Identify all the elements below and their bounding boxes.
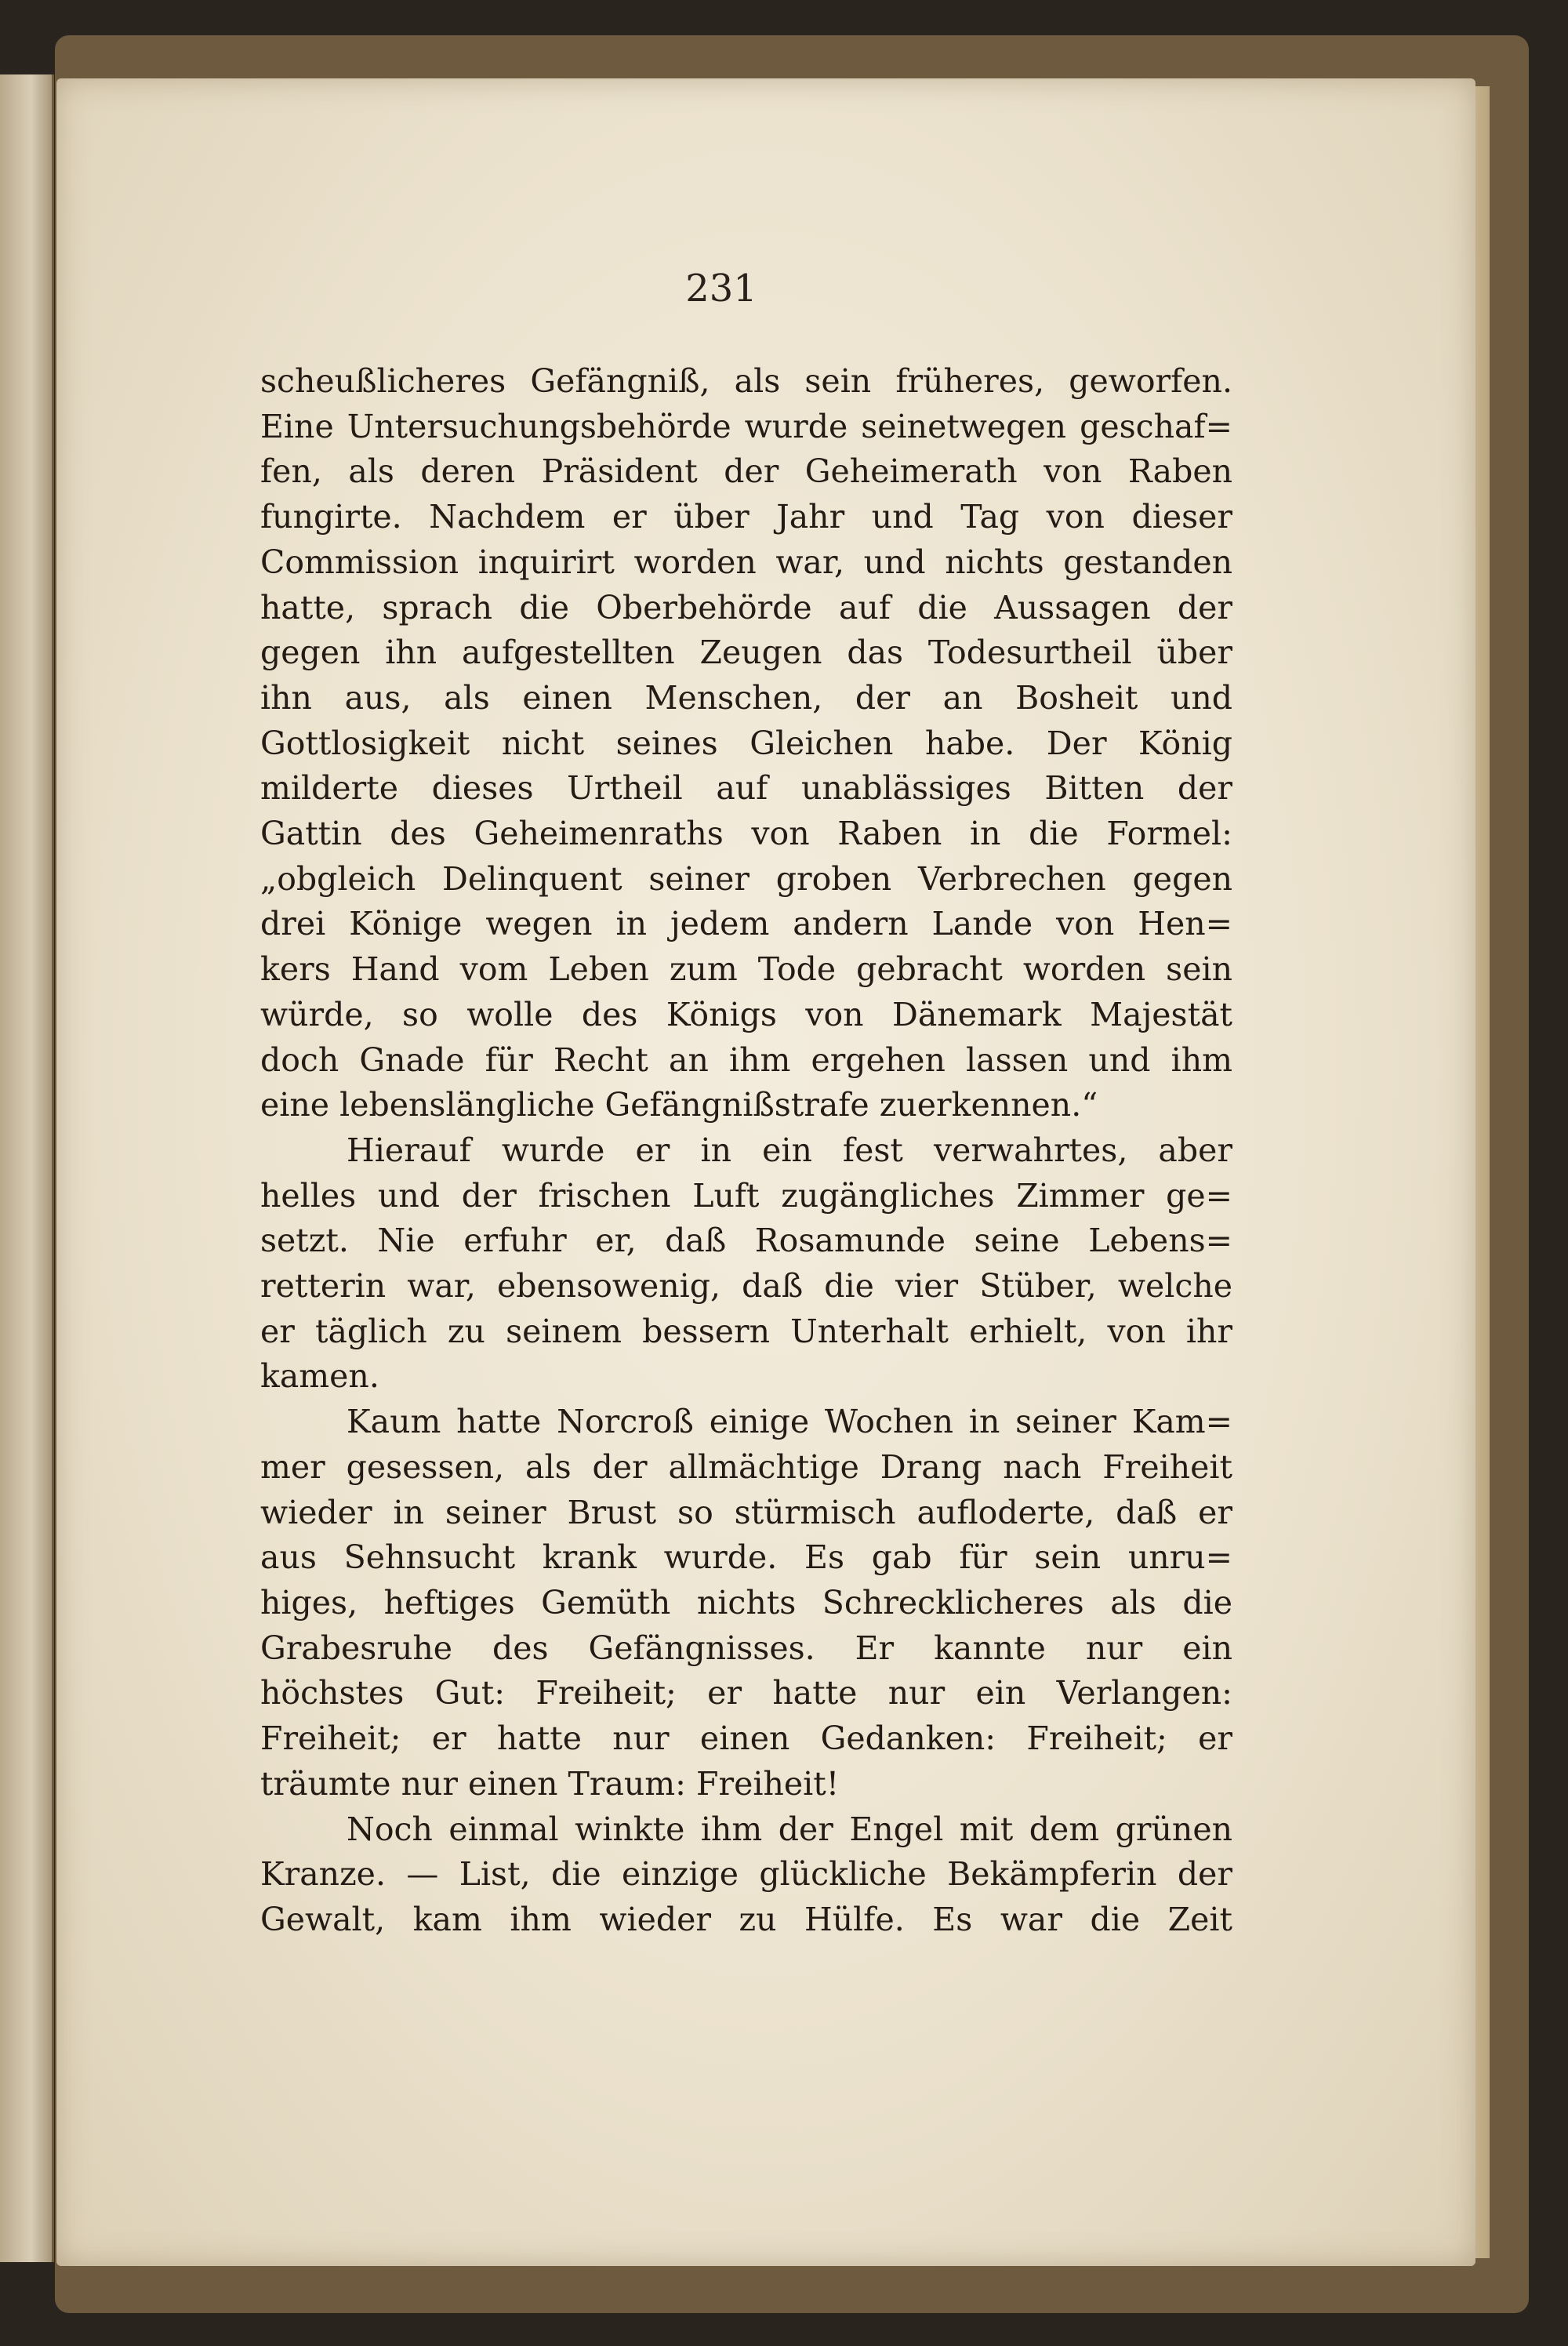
text-line: mer gesessen, als der allmächtige Drang nach Freiheit [260,1447,1232,1486]
text-line: höchstes Gut: Freiheit; er hatte nur ein Verlangen: [260,1674,1232,1712]
text-line: Gattin des Geheimenraths von Raben in die Formel: [260,815,1232,853]
text-line: higes, heftiges Gemüth nichts Schrecklicheres als die [260,1583,1232,1622]
text-line: Noch einmal winkte ihm der Engel mit dem grünen [347,1810,1232,1848]
text-line: gegen ihn aufgestellten Zeugen das Todesurtheil über [260,634,1232,672]
text-line: aus Sehnsucht krank wurde. Es gab für sein unru= [260,1538,1232,1577]
left-page-edge [0,74,54,2262]
text-line: doch Gnade für Recht an ihm ergehen lassen und ihm [260,1040,1232,1079]
text-line: Kranze. — List, die einzige glückliche Bekämpferin der [260,1855,1232,1894]
text-line: milderte dieses Urtheil auf unablässiges Bitten der [260,769,1232,808]
text-line: drei Könige wegen in jedem andern Lande von Hen= [260,905,1232,943]
text-line: Gewalt, kam ihm wieder zu Hülfe. Es war die Zeit [260,1900,1232,1938]
text-line: Freiheit; er hatte nur einen Gedanken: Freiheit; er [260,1720,1232,1758]
text-line: kamen. [260,1357,379,1396]
text-line: ihn aus, als einen Menschen, der an Bosheit und [260,678,1232,717]
text-line: er täglich zu seinem bessern Unterhalt erhielt, von ihr [260,1312,1232,1350]
text-line: eine lebenslängliche Gefängnißstrafe zuerkennen.“ [260,1086,1098,1124]
text-line: wieder in seiner Brust so stürmisch aufloderte, daß er [260,1493,1232,1531]
text-line: retterin war, ebensowenig, daß die vier Stüber, welche [260,1267,1232,1306]
text-line: helles und der frischen Luft zugängliches Zimmer ge= [260,1176,1232,1215]
text-line: kers Hand vom Leben zum Tode gebracht worden sein [260,950,1232,989]
text-line: „obgleich Delinquent seiner groben Verbrechen gegen [260,859,1232,898]
text-line: Eine Untersuchungsbehörde wurde seinetwegen geschaf= [260,407,1232,445]
text-line: träumte nur einen Traum: Freiheit! [260,1764,840,1803]
page-number: 231 [685,267,757,310]
text-line: setzt. Nie erfuhr er, daß Rosamunde seine Lebens= [260,1222,1232,1260]
text-line: Commission inquirirt worden war, und nichts gestanden [260,543,1232,581]
text-line: fungirte. Nachdem er über Jahr und Tag von dieser [260,498,1232,536]
text-line: hatte, sprach die Oberbehörde auf die Aussagen der [260,588,1232,626]
text-line: Hierauf wurde er in ein fest verwahrtes, aber [347,1131,1232,1169]
text-line: fen, als deren Präsident der Geheimerath von Raben [260,452,1232,491]
text-line: Grabesruhe des Gefängnisses. Er kannte nur ein [260,1629,1232,1667]
text-line: Kaum hatte Norcroß einige Wochen in seiner Kam= [347,1403,1232,1441]
text-line: Gottlosigkeit nicht seines Gleichen habe. Der König [260,724,1232,762]
text-line: scheußlicheres Gefängniß, als sein früheres, geworfen. [260,362,1232,400]
page-text [260,359,1232,1943]
text-line: würde, so wolle des Königs von Dänemark Majestät [260,995,1232,1033]
